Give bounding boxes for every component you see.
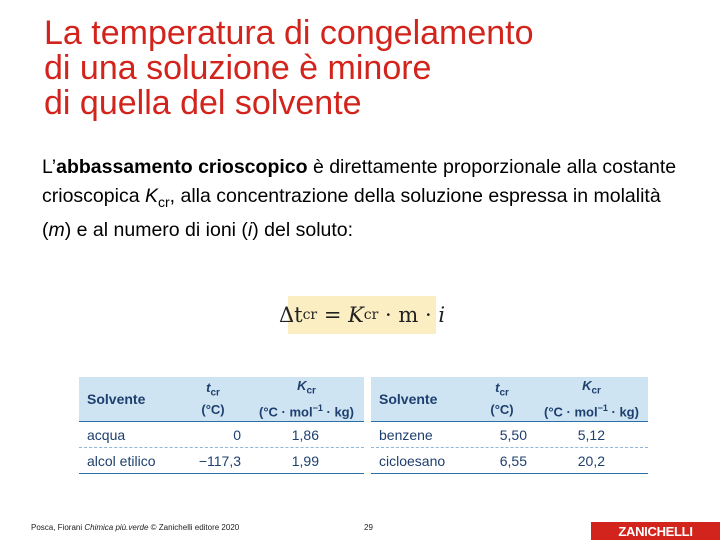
header-t-symbol: t (206, 380, 211, 396)
body-i-symbol: i (247, 218, 253, 241)
body-text-1: L’ (42, 156, 57, 178)
header-k (535, 378, 648, 420)
cell-k: 5,12 (577, 426, 605, 443)
table-header (371, 377, 648, 422)
zanichelli-logo: ZANICHELLI (591, 522, 720, 540)
body-paragraph (42, 153, 682, 244)
formula-box (278, 296, 446, 334)
table-row (371, 422, 648, 448)
footer-publisher: © Zanichelli editore 2020 (148, 523, 240, 532)
cell-t: 5,50 (499, 426, 527, 443)
footer-authors: Posca, Fiorani (31, 523, 85, 532)
cell-solvent: benzene (379, 426, 433, 443)
body-bold-term: abbassamento crioscopico (56, 156, 308, 178)
header-t-symbol: t (495, 380, 500, 396)
formula-k-sub: cr (363, 307, 379, 323)
header-t-unit: (°C) (490, 401, 514, 417)
cell-t: −117,3 (198, 452, 241, 469)
body-k-symbol: K (144, 184, 158, 207)
formula-delta-sub: cr (302, 307, 318, 323)
header-k-unit: (°C · mol (259, 403, 313, 419)
header-k-exp: −1 (597, 402, 608, 413)
header-t-sub: cr (210, 387, 220, 399)
page-number: 29 (364, 523, 373, 532)
cell-t: 6,55 (499, 452, 527, 469)
header-t (177, 380, 249, 418)
title-line-3: di quella del solvente (44, 84, 362, 122)
header-solvent: Solvente (379, 391, 438, 407)
header-k-unit-end: · kg) (607, 403, 639, 419)
formula-delta-t: Δt (278, 303, 303, 327)
formula-i: i (438, 303, 446, 327)
header-t-sub: cr (499, 387, 509, 399)
body-text-2: è direttamente proporzionale alla costante crioscopica (42, 156, 677, 207)
cell-k: 1,99 (291, 452, 319, 469)
table-row (79, 422, 364, 448)
body-text-5: ) del soluto: (252, 218, 354, 241)
header-k-sub: cr (306, 385, 316, 397)
body-m-symbol: m (48, 218, 65, 241)
header-k-symbol: K (297, 378, 307, 394)
header-k (249, 378, 364, 420)
table-row (79, 448, 364, 474)
header-t (469, 380, 535, 418)
cell-t: 0 (233, 426, 241, 443)
body-text-4: ) e al numero di ioni ( (64, 218, 248, 241)
slide-title (44, 16, 684, 121)
cell-solvent: alcol etilico (87, 452, 156, 469)
formula-rest: · m · (378, 303, 439, 327)
cryoscopic-table-left (79, 377, 364, 473)
footer-credit (31, 523, 239, 532)
cryoscopic-table-right (371, 377, 648, 473)
formula-equals: = (317, 303, 349, 327)
title-line-2: di una soluzione è minore (44, 49, 432, 87)
formula-k: K (348, 303, 364, 327)
body-k-subscript: cr (157, 193, 170, 210)
cell-solvent: cicloesano (379, 452, 446, 469)
cell-solvent: acqua (87, 426, 126, 443)
cell-k: 1,86 (291, 426, 319, 443)
header-solvent: Solvente (87, 391, 146, 407)
header-k-unit-end: · kg) (322, 403, 354, 419)
table-row (371, 448, 648, 474)
footer-book-title: Chimica più.verde (84, 523, 149, 532)
header-k-symbol: K (582, 378, 592, 394)
header-k-exp: −1 (312, 402, 323, 413)
header-t-unit: (°C) (201, 401, 225, 417)
body-text-3: , alla concentrazione della soluzione espressa in molalità ( (42, 184, 661, 241)
title-line-1: La temperatura di congelamento (44, 14, 534, 52)
header-k-unit: (°C · mol (544, 403, 598, 419)
cell-k: 20,2 (577, 452, 605, 469)
table-header (79, 377, 364, 422)
header-k-sub: cr (591, 385, 601, 397)
